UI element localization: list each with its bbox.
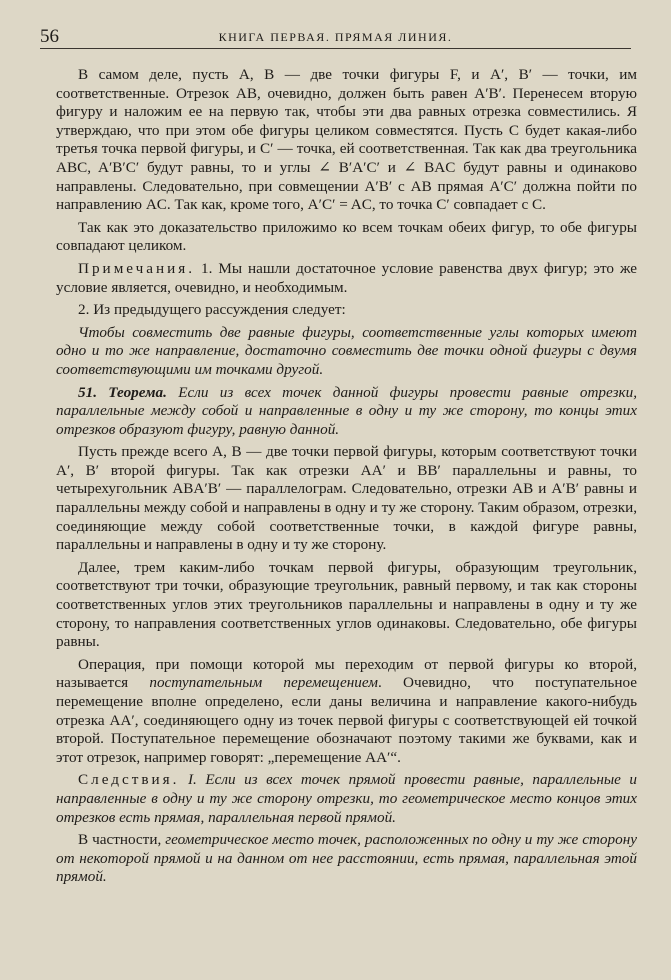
paragraph-particular — [56, 831, 637, 887]
page-number: 56 — [40, 26, 59, 47]
remarks-text: 1. Мы нашли достаточное условие равенства двух фигур; это же условие является, очевидно, и необходимым. — [56, 259, 637, 296]
paragraph-conclusion: Так как это доказательство приложимо ко всем точкам обеих фигур, то обе фигуры совпадают целиком. — [56, 218, 637, 255]
paragraph-translation — [56, 656, 637, 768]
running-title: КНИГА ПЕРВАЯ. ПРЯМАЯ ЛИНИЯ. — [218, 30, 453, 44]
remarks-label: Примечания. — [78, 259, 196, 277]
paragraph-proof: В самом деле, пусть A, B — две точки фигуры F, и A′, B′ — точки, им соответственные. Отрезок AB, очевидно, должен быть равен A′B′. Перенесем вторую фигуру и наложим ее на первую так, чтобы эти два равных отрезка совместились. Я утверждаю, что при этом обе фигуры целиком совместятся. Пусть C будет какая-либо третья точка первой фигуры, и C′ — точка, ей соответственная. Так как два треугольника ABC, A′B′C′ будут равны, то и углы ∠ B′A′C′ и ∠ BAC будут равны и одинаково направлены. Следовательно, при совмещении A′B′ с AB прямая A′C′ должна пойти по направлению AC. Так как, кроме того, A′C′ = AC, то точка C′ совпадает с C. — [56, 66, 637, 214]
paragraph-remark-2: 2. Из предыдущего рассуждения следует: — [78, 301, 346, 319]
translation-text-b: . Очевидно, что поступательное перемещение вполне определено, если даны величина и направление какого-нибудь отрезка AA′, соединяющего одну из точек первой фигуры с соответствующей ей точкой второй. Поступательное перемещение обозначают поэтому такими же буквами, как и этот отрезок, например говорят: „перемещение AA′“. — [56, 674, 637, 766]
particular-text-a: В частности, — [78, 831, 166, 849]
corollaries-label: Следствия. — [78, 771, 180, 789]
paragraph-remarks — [56, 260, 637, 297]
paragraph-proof-2: Пусть прежде всего A, B — две точки первой фигуры, которым соответствуют точки A′, B′ второй фигуры. Так как отрезки AA′ и BB′ параллельны и равны, то четырехугольник ABA′B′ — параллелограм. Следовательно, отрезки AB и A′B′ равны и параллельны между собой и направлены в одну и ту же сторону. Таким образом, отрезки, соединяющие между собой соответственные точки, в каждой фигуре равны, параллельны и направлены в одну и ту же сторону. — [56, 443, 637, 554]
page-header — [40, 26, 631, 49]
paragraph-triangles: Далее, трем каким-либо точкам первой фигуры, образующим треугольник, соответствуют три точки, образующие треугольник, равный первому, и так как стороны соответственных углов этих треугольников параллельны и направлены в одну и ту же сторону, то направления соответственных углов одинаковы. Следовательно, обе фигуры равны. — [56, 558, 637, 651]
page-body — [56, 66, 637, 891]
theorem-label: 51. Теорема. — [78, 383, 167, 401]
theorem-text: Если из всех точек данной фигуры провести равные отрезки, параллельные между собой и направленные в одну и ту же сторону, то концы этих отрезков образуют фигуру, равную данной. — [56, 383, 637, 438]
paragraph-rule: Чтобы совместить две равные фигуры, соответственные углы которых имеют одно и то же направление, достаточно совместить две точки одной фигуры с двумя соответствующими им точками другой. — [56, 323, 637, 378]
translation-term: поступательным перемещением — [149, 674, 378, 692]
corollaries-text: I. Если из всех точек прямой провести равные, параллельные и направленные в одну и ту же сторону отрезки, то геометрическое место концов этих отрезков есть прямая, параллельная первой прямой. — [56, 771, 637, 826]
translation-text-a: Операция, при помощи которой мы переходим от первой фигуры ко второй, называется — [56, 655, 637, 692]
paragraph-theorem — [56, 384, 637, 440]
paragraph-corollaries — [56, 771, 637, 827]
particular-text-b: геометрическое место точек, расположенных по одну и ту же сторону от некоторой прямой и на данном от нее расстоянии, есть прямая, параллельная этой прямой. — [56, 831, 637, 886]
